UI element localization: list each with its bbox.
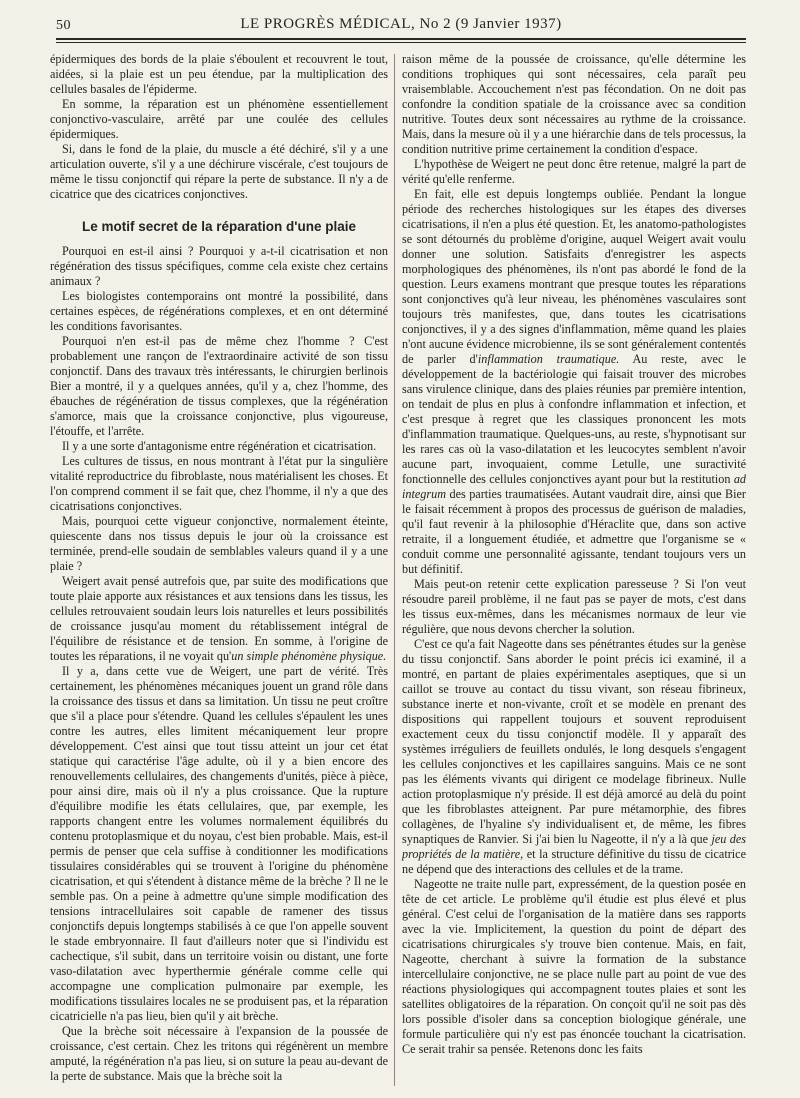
italic-run: un simple phénomène physique. bbox=[231, 649, 387, 663]
paragraph: raison même de la poussée de croissance, qu'elle détermine les conditions trophiques qui sont nécessaires, cela paraît peu vraisemblable. Accouchement n'est pas fécondation. On ne doit pas confondre la condition spatiale de la croissance avec sa condition nutritive. Toutes deux sont nécessaires au rythme de la croissance. Mais, dans la mesure où il y a une hiérarchie dans de tels processus, la condition nutritive prime certainement la condition d'espace. bbox=[402, 52, 746, 156]
paragraph: En somme, la réparation est un phénomène essentiellement conjonctivo-vasculaire, arrêté par une coulée des cellules épidermiques. bbox=[50, 97, 388, 141]
paragraph bbox=[50, 574, 388, 664]
text-run: et la structure définitive du tissu de cicatrice ne dépend que des interactions des cellules et de la trame. bbox=[402, 847, 746, 876]
text-run: Au reste, avec le développement de la bactériologie qui faisait trouver des microbes sans virulence clinique, dans des plaies réunies par première intention, on tendait de plus en plus à confondre inflammation et infection, et c'est presque à regret que les classiques prononcent les mots d'inflammation traumatique. Quelques-uns, au reste, s'hypnotisant sur les rares cas où la vaso-dilatation et les leucocytes semblent n'avoir aucune part, invoquaient, comme Letulle, une suractivité fonctionnelle des cellules conjonctives ayant pour but la restitution bbox=[402, 352, 746, 486]
paragraph: Les cultures de tissus, en nous montrant à l'état pur la singulière vitalité reproductrice du fibroblaste, nous matérialisent les choses. Et l'on comprend comment il se fait que, chez l'homme, il n'y a que des cicatrisations conjonctives. bbox=[50, 454, 388, 513]
text-run: des parties traumatisées. Autant vaudrait dire, ainsi que Bier le faisait récemment à propos des processus de guérison de maladies, qu'il faut revenir à la philosophie d'Héraclite que, dans son active retraite, il a longuement étudiée, et admettre que l'organisme se « conduit comme une personnalité agissante, tendant toujours vers un but définitif. bbox=[402, 487, 746, 576]
paragraph: Que la brèche soit nécessaire à l'expansion de la poussée de croissance, c'est certain. Chez les tritons qui régénèrent un membre amputé, la régénération n'a pas lieu, si on suture la peau au-devant de la perte de substance. Mais que la brèche soit la bbox=[50, 1024, 388, 1083]
running-head: LE PROGRÈS MÉDICAL, No 2 (9 Janvier 1937) bbox=[240, 16, 562, 32]
page-header bbox=[56, 14, 746, 36]
column-divider bbox=[394, 54, 395, 1086]
paragraph bbox=[402, 637, 746, 877]
paragraph: Nageotte ne traite nulle part, expressément, de la question posée en tête de cet article. Le problème qu'il étudie est plus élevé et plus général. C'est celui de l'organisation de la matière dans ses rapports avec la vie. Implicitement, la question du point de départ des cicatrisations chirurgicales s'y trouve bien contenue. Mais, en fait, Nageotte, cherchant à suivre la formation de la substance intercellulaire conjonctive, ne se place nulle part au point de vue des réactions physiologiques qui accompagnent toutes plaies et sont les satellites obligatoires de la réparation. On conçoit qu'il ne soit pas dès lors possible d'isoler dans sa conception biologique générale, une formule particulière qui n'y est pas énoncée touchant la cicatrisation. Ce serait trahir sa pensée. Retenons donc les faits bbox=[402, 877, 746, 1056]
paragraph: Mais peut-on retenir cette explication paresseuse ? Si l'on veut résoudre pareil problème, il ne faut pas se payer de mots, c'est dans les tissus eux-mêmes, dans les mécanismes normaux de leur vie régulière, que nous devons chercher la solution. bbox=[402, 577, 746, 636]
paragraph: Il y a, dans cette vue de Weigert, une part de vérité. Très certainement, les phénomènes mécaniques jouent un grand rôle dans la croissance des tissus et dans sa limitation. Un tissu ne peut croître que s'il a place pour s'étendre. Quand les cellules s'épaulent les unes contre les autres, elles limitent mécaniquement leur propre développement. C'est ainsi que tout tissu atteint un jour cet état statique qui caractérise l'âge adulte, où il y a bien encore des renouvellements cellulaires, des changements d'unités, pièce à pièce, pour ainsi dire, mais où il n'y a plus croissance. Que la rupture d'équilibre modifie les états cellulaires, que, par exemple, les rapports changent entre les volumes normalement équilibrés du contenu protoplasmique et du noyau, c'est bien probable. Mais, est-il permis de penser que cela suffise à conditionner les modifications tissulaires considérables qui se trouvent à l'origine du phénomène cicatrisation, et qui s'étendent à distance même de la brèche ? Il ne le semble pas. On a peine à admettre qu'une simple modification des tensions intracellulaires soit capable de ramener des tissus conjonctifs depuis longtemps stabilisés à ce que l'on appelle souvent le stade embryonnaire. Il faut d'ailleurs noter que si l'individu est cachectique, s'il subit, dans un territoire voisin ou distant, une forte vaso-dilatation avec hyperthermie générale comme celle qui accompagne une complication pulmonaire par exemple, les modifications tissulaires locales ne se produisent pas, et la réparation cicatricielle n'a pas lieu, bien qu'il y ait brèche. bbox=[50, 664, 388, 1023]
italic-run: inflammation traumatique. bbox=[477, 352, 620, 366]
paragraph: Pourquoi n'en est-il pas de même chez l'homme ? C'est probablement une rançon de l'extraordinaire activité de son tissu conjonctif. Dans des travaux très intéressants, le chirurgien berlinois Bier a montré, il y a quelques années, qu'il y a, chez l'homme, des ébauches de régénération de tissus complexes, que la régénération s'amorce, mais que la croissance conjonctive, plus vigoureuse, l'étouffe, et l'arrête. bbox=[50, 334, 388, 438]
header-rule-thin bbox=[56, 42, 746, 43]
text-run: Weigert avait pensé autrefois que, par suite des modifications que toute plaie apporte aux résistances et aux tensions dans les tissus, les cellules retrouvaient soudain leurs lois naturelles et leurs possibilités de croissance jusqu'au moment du rétablissement intégral de l'équilibre de résistance et de tension. En somme, à l'origine de toutes les réparations, il ne voyait qu' bbox=[50, 574, 388, 663]
paragraph: L'hypothèse de Weigert ne peut donc être retenue, malgré la part de vérité qu'elle renferme. bbox=[402, 157, 746, 186]
text-run: C'est ce qu'a fait Nageotte dans ses pénétrantes études sur la genèse du tissu conjonctif. Sans aborder le point précis ici examiné, il a montré, en partant de plaies expérimentales aseptiques, que si un caillot se trouve au contact du tissu vivant, son réseau fibrineux, substance inerte et non-vivante, croît et se modèle en prenant des dispositions qui rappellent toujours et souvent reproduisent exactement ceux du tissu conjonctif modèle. Il y apparaît des systèmes irréguliers de feuillets ondulés, le long desquels s'engagent les cellules conjonctives et les capillaires sanguins. Mais ce ne sont pas les éléments vivants qui dirigent ce modelage fibrineux. Nulle action protoplasmique n'y préside. Il est déjà amorcé au delà du point que les fibroblastes atteignent. Par pure métamorphie, des fibres collagènes, de l'hyaline s'y individualisent et, de même, les fibres synaptiques de Ranvier. Si j'ai bien lu Nageotte, il n'y a là que bbox=[402, 637, 746, 846]
text-run: En fait, elle est depuis longtemps oubliée. Pendant la longue période des recherches histologiques sur les étapes des diverses cicatrisations, il n'en a plus été question. Et, les anatomo-pathologistes se sont détournés du problème d'origine, auquel Weigert avait voulu donner une solution. Satisfaits d'enregistrer les aspects morphologiques des phénomènes, ils n'ont pas abordé le fond de la question. Leurs examens montrant que presque toutes les réparations sont conjonctives qu'à leur niveau, les phénomènes vasculaires sont toujours très manifestes, que, dans toutes les cicatrisations conjonctives, il y a des signes d'inflammation, même quand les plaies n'ont aucune évidence microbienne, ils se sont généralement contentés de parler d' bbox=[402, 187, 746, 366]
left-column bbox=[50, 52, 388, 1084]
paragraph: Si, dans le fond de la plaie, du muscle a été déchiré, s'il y a une articulation ouverte, s'il y a une déchirure viscérale, c'est toujours de même le tissu conjonctif qui répare la perte de substance. Il n'y a de cicatrice que des cicatrices conjonctives. bbox=[50, 142, 388, 201]
section-heading: Le motif secret de la réparation d'une plaie bbox=[81, 219, 357, 234]
paragraph: Mais, pourquoi cette vigueur conjonctive, normalement éteinte, quiescente dans nos tissus depuis le jour où la croissance est terminée, prend-elle soudain de semblables valeurs quand il y a une plaie ? bbox=[50, 514, 388, 573]
page-number: 50 bbox=[56, 18, 71, 33]
right-column bbox=[402, 52, 746, 1057]
italic-run: ad integrum bbox=[402, 472, 746, 501]
italic-run: jeu des propriétés de la matière, bbox=[402, 832, 746, 861]
paragraph: épidermiques des bords de la plaie s'éboulent et recouvrent le tout, aidées, si la plaie est un peu étendue, par la multiplication des cellules basales de l'épiderme. bbox=[50, 52, 388, 96]
paragraph: Il y a une sorte d'antagonisme entre régénération et cicatrisation. bbox=[62, 439, 377, 453]
paragraph: Pourquoi en est-il ainsi ? Pourquoi y a-t-il cicatrisation et non régénération des tissus spécifiques, comme cela existe chez certains animaux ? bbox=[50, 244, 388, 288]
header-rule-thick bbox=[56, 38, 746, 40]
paragraph: Les biologistes contemporains ont montré la possibilité, dans certaines espèces, de régénérations complexes, et en ont déterminé les conditions favorisantes. bbox=[50, 289, 388, 333]
paragraph bbox=[402, 187, 746, 577]
